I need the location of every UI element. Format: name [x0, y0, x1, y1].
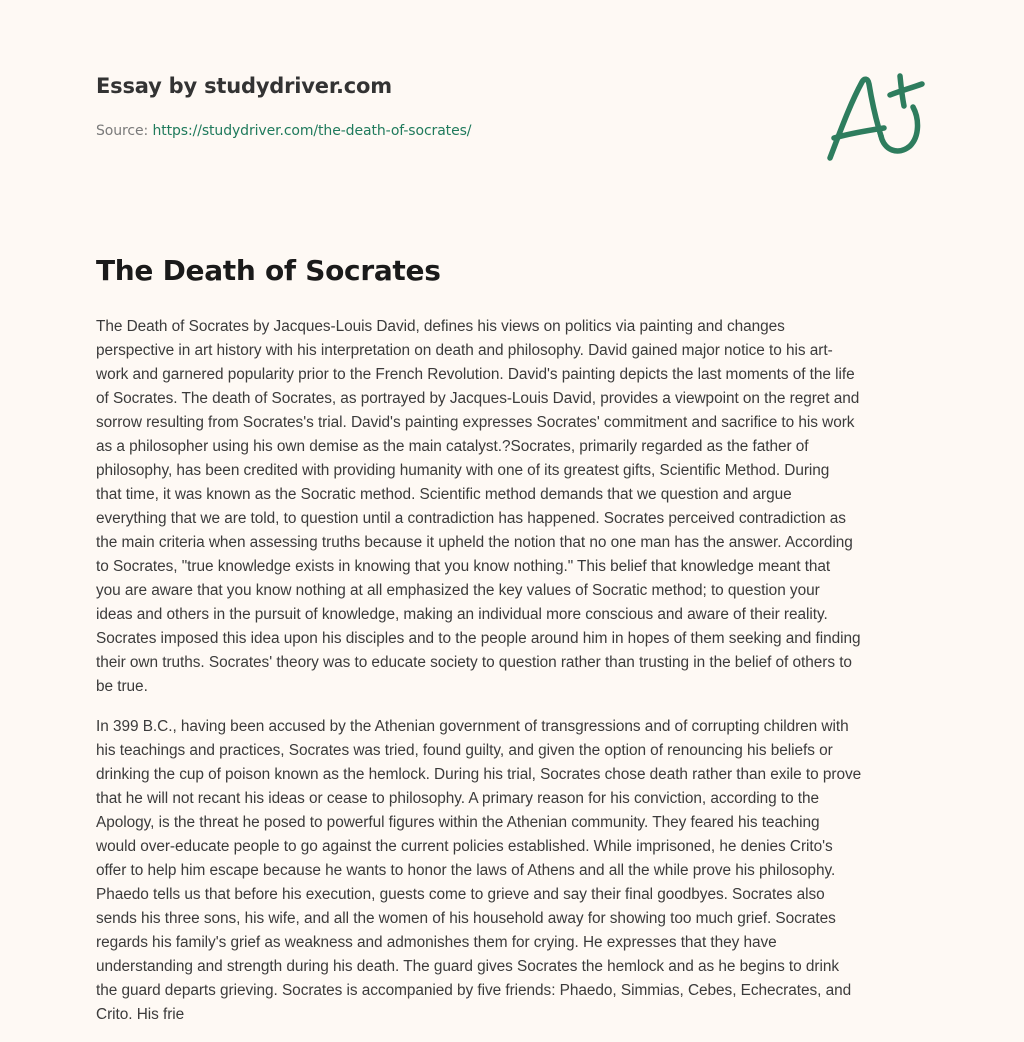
- paragraph-line: his teachings and practices, Socrates was tried, found guilty, and given the option of renouncing his beliefs or: [96, 742, 833, 759]
- paragraph-line: regards his family's grief as weakness and admonishes them for crying. He expresses that they have: [96, 934, 777, 951]
- paragraph-line: drinking the cup of poison known as the hemlock. During his trial, Socrates chose death rather than exile to prove: [96, 766, 862, 783]
- source-line: [96, 123, 928, 139]
- paragraph-line: sorrow resulting from Socrates's trial. David's painting expresses Socrates' commitment and sacrifice to his work: [96, 414, 855, 431]
- source-link[interactable]: https://studydriver.com/the-death-of-socrates/: [152, 123, 472, 139]
- paragraph-line: their own truths. Socrates' theory was to educate society to question rather than trusting in the belief of others to: [96, 654, 852, 671]
- paragraph-line: that time, it was known as the Socratic method. Scientific method demands that we question and argue: [96, 486, 792, 503]
- paragraph-line: The Death of Socrates by Jacques-Louis David, defines his views on politics via painting and changes: [96, 318, 785, 335]
- paragraph-line: be true.: [96, 678, 148, 695]
- paragraph-line: work and garnered popularity prior to the French Revolution. David's painting depicts the last moments of the life: [96, 366, 855, 383]
- paragraph-line: of Socrates. The death of Socrates, as portrayed by Jacques-Louis David, provides a viewpoint on the regret and: [96, 390, 860, 407]
- paragraph-line: Socrates imposed this idea upon his disciples and to the people around him in hopes of them seeking and finding: [96, 630, 861, 647]
- paragraph-line: In 399 B.C., having been accused by the Athenian government of transgressions and of corrupting children with: [96, 718, 849, 735]
- paragraph-line: perspective in art history with his interpretation on death and philosophy. David gained major notice to his art-: [96, 342, 833, 359]
- paragraph-line: understanding and strength during his death. The guard gives Socrates the hemlock and as he begins to drink: [96, 958, 840, 975]
- paragraph-line: the main criteria when assessing truths because it upheld the notion that no one man has the answer. According: [96, 534, 853, 551]
- essay-paragraph-2: [96, 715, 936, 1027]
- paragraph-line: Apology, is the threat he posed to powerful figures within the Athenian community. They feared his teaching: [96, 814, 820, 831]
- a-plus-grade-icon: [818, 62, 936, 170]
- site-title: Essay by studydriver.com: [96, 74, 392, 98]
- paragraph-line: to Socrates, "true knowledge exists in knowing that you know nothing." This belief that knowledge meant that: [96, 558, 831, 575]
- paragraph-line: everything that we are told, to question until a contradiction has happened. Socrates perceived contradiction as: [96, 510, 846, 527]
- paragraph-line: would over-educate people to go against the current policies established. While imprisoned, he denies Crito's: [96, 838, 833, 855]
- source-label: Source:: [96, 123, 153, 139]
- paragraph-line: as a philosopher using his own demise as the main catalyst.?Socrates, primarily regarded as the father of: [96, 438, 809, 455]
- paragraph-line: offer to help him escape because he wants to honor the laws of Athens and all the while prove his philosophy.: [96, 862, 836, 879]
- paragraph-line: that he will not recant his ideas or cease to philosophy. A primary reason for his conviction, according to the: [96, 790, 820, 807]
- essay-title: The Death of Socrates: [96, 254, 441, 287]
- paragraph-line: ideas and others in the pursuit of knowledge, making an individual more conscious and aware of their reality.: [96, 606, 828, 623]
- page-header: [96, 74, 928, 139]
- essay-paragraph-1: [96, 315, 936, 699]
- paragraph-line: philosophy, has been credited with providing humanity with one of its greatest gifts, Scientific Method. During: [96, 462, 830, 479]
- paragraph-line: Crito. His frie: [96, 1006, 185, 1023]
- paragraph-line: Phaedo tells us that before his execution, guests come to grieve and say their final goodbyes. Socrates also: [96, 886, 825, 903]
- paragraph-line: sends his three sons, his wife, and all the women of his household away for showing too much grief. Socrates: [96, 910, 836, 927]
- paragraph-line: you are aware that you know nothing at all emphasized the key values of Socratic method; to question your: [96, 582, 820, 599]
- paragraph-line: the guard departs grieving. Socrates is accompanied by five friends: Phaedo, Simmias, Cebes, Echecrates, and: [96, 982, 852, 999]
